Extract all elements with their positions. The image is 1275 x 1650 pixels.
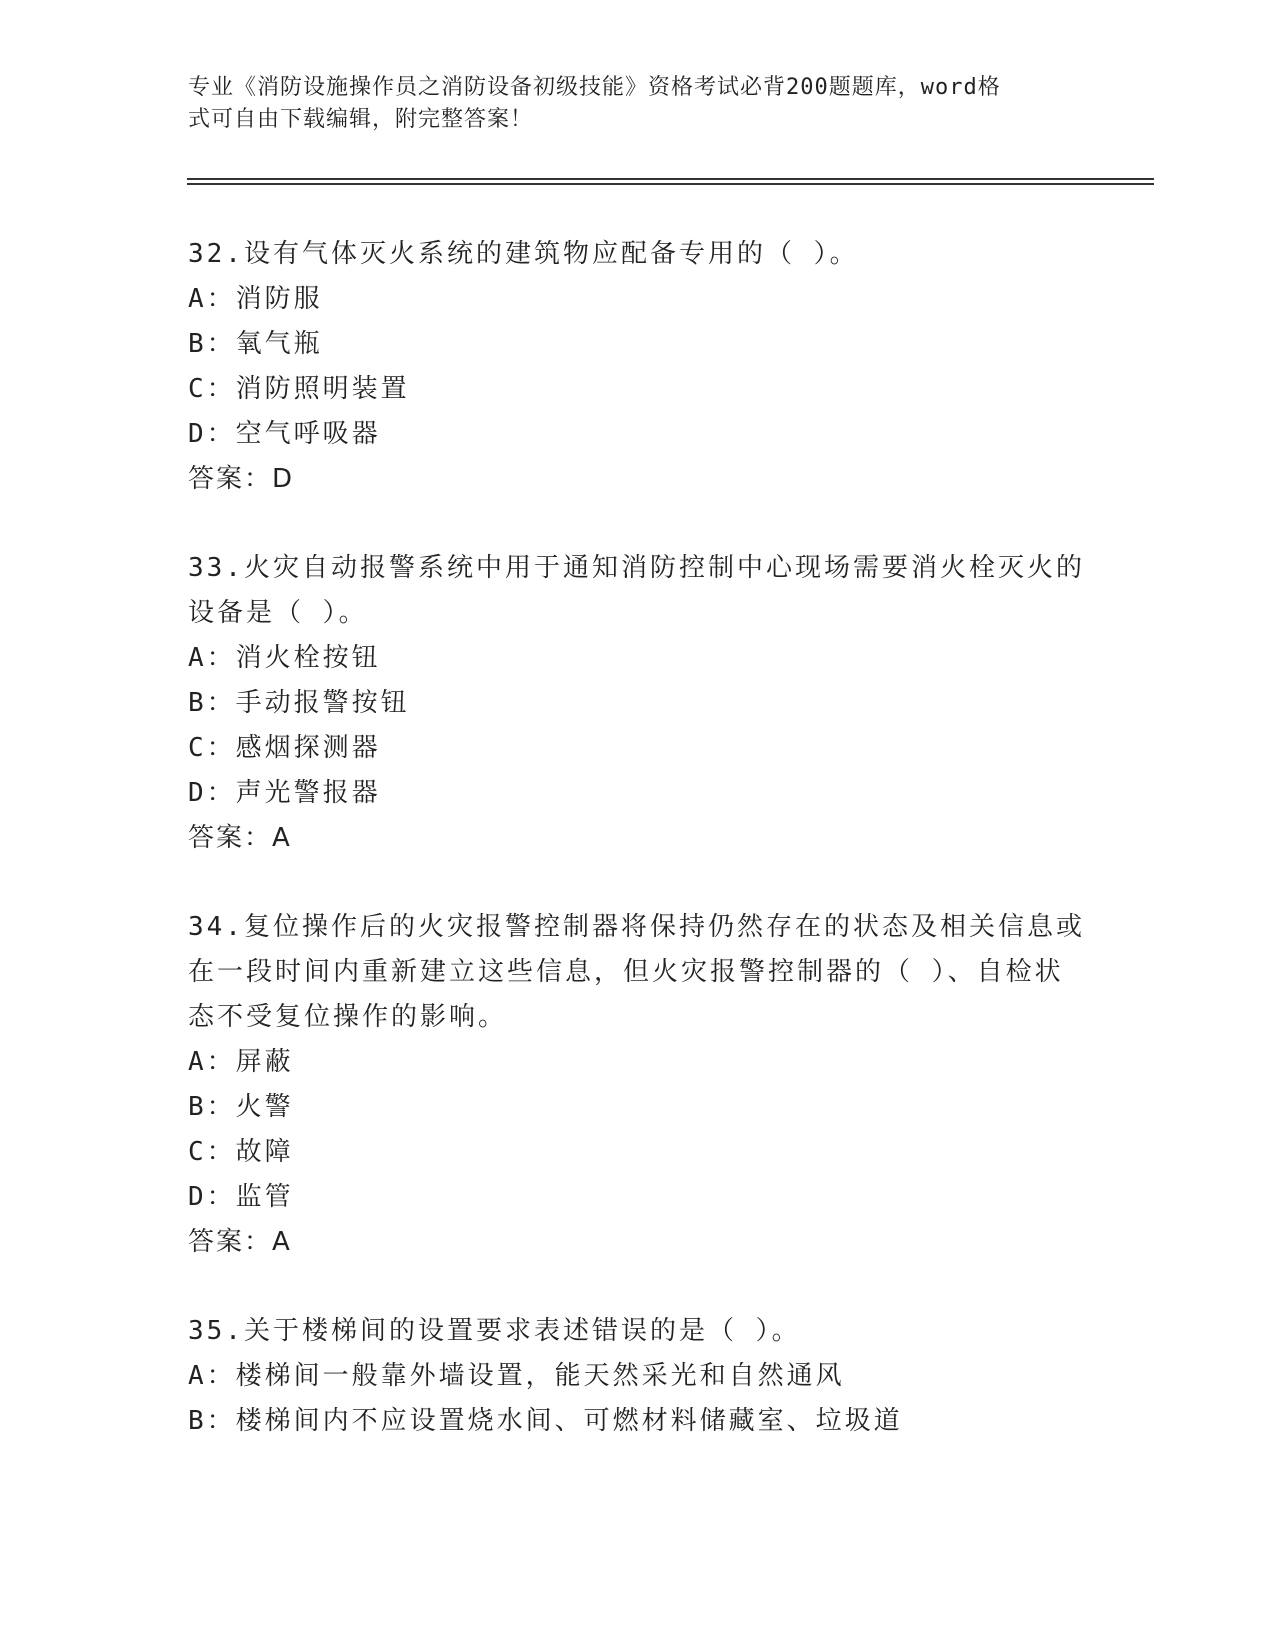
question-text: 34.复位操作后的火灾报警控制器将保持仍然存在的状态及相关信息或在一段时间内重新建立这些信息，但火灾报警控制器的（ ）、自检状态不受复位操作的影响。 [188,912,1085,1032]
option-b: B：手动报警按钮 [188,688,410,718]
option-a: A：楼梯间一般靠外墙设置，能天然采光和自然通风 [188,1361,845,1391]
option-b: B：楼梯间内不应设置烧水间、可燃材料储藏室、垃圾道 [188,1406,903,1436]
option-c: C：故障 [188,1137,294,1167]
document-header [188,72,1088,136]
option-b: B：火警 [188,1092,294,1122]
question-32 [188,232,1088,502]
option-a: A：屏蔽 [188,1047,294,1077]
answer: 答案：A [188,1227,292,1257]
option-a: A：消防服 [188,284,323,314]
header-line-2: 式可自由下载编辑，附完整答案！ [188,107,534,132]
option-d: D：空气呼吸器 [188,419,381,449]
question-list [188,232,1088,1488]
question-34 [188,905,1088,1265]
question-text: 32.设有气体灭火系统的建筑物应配备专用的（ ）。 [188,239,859,269]
option-c: C：感烟探测器 [188,733,381,763]
answer: 答案：A [188,823,292,853]
option-c: C：消防照明装置 [188,374,410,404]
option-b: B：氧气瓶 [188,329,323,359]
answer: 答案：D [188,464,295,494]
question-text: 33.火灾自动报警系统中用于通知消防控制中心现场需要消火栓灭火的设备是（ ）。 [188,553,1085,628]
header-rule-bottom [187,183,1154,185]
question-text: 35.关于楼梯间的设置要求表述错误的是（ ）。 [188,1316,801,1346]
option-a: A：消火栓按钮 [188,643,381,673]
option-d: D：监管 [188,1182,294,1212]
question-35 [188,1309,1088,1444]
header-rule-top [187,178,1154,180]
question-33 [188,546,1088,861]
option-d: D：声光警报器 [188,778,381,808]
header-line-1: 专业《消防设施操作员之消防设备初级技能》资格考试必背200题题库，word格 [188,75,1001,100]
